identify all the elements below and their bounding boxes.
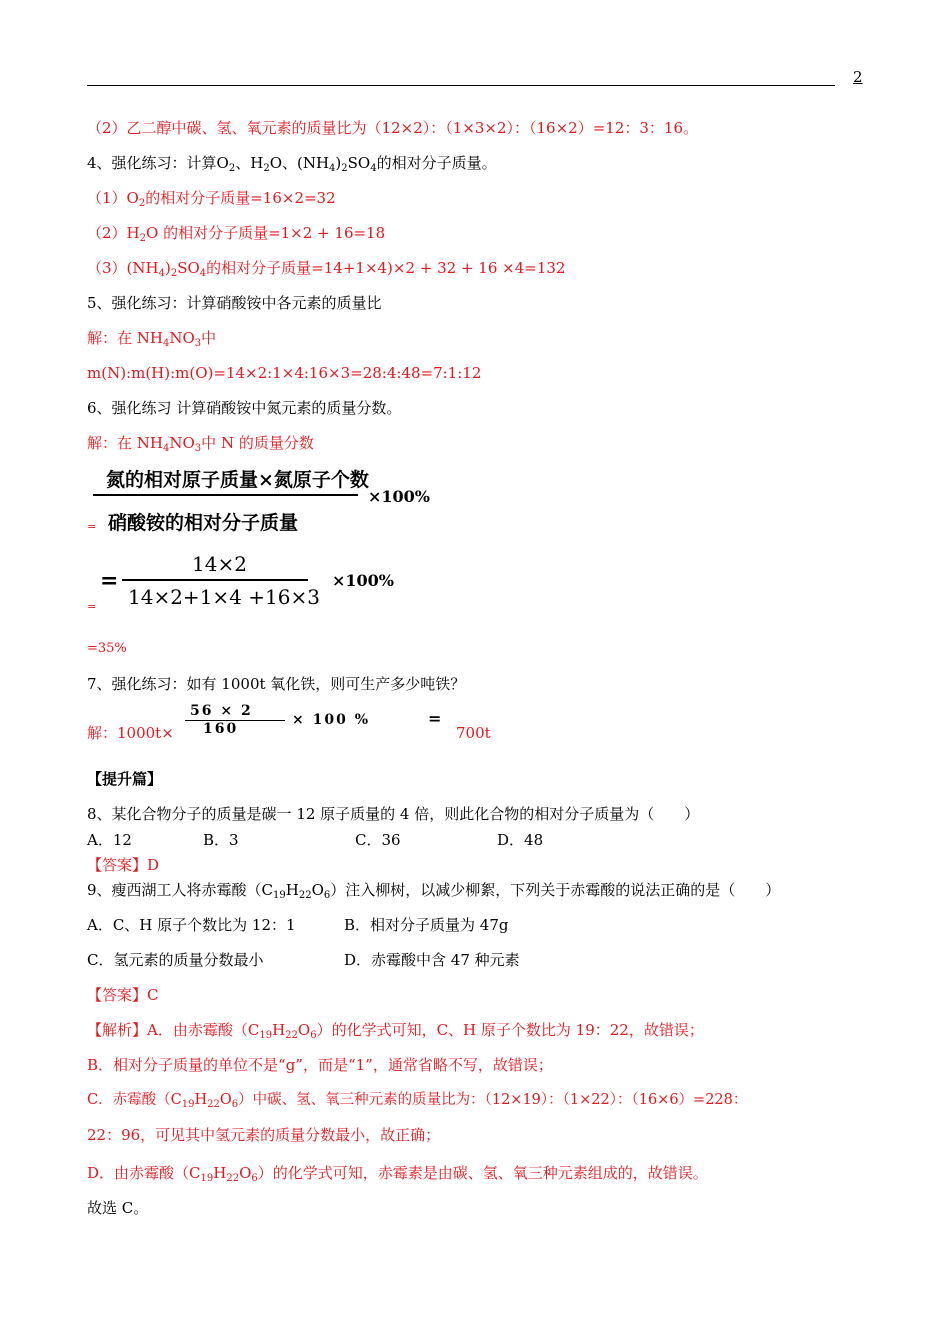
fraction3-numerator: 56 × 2 [190,703,253,719]
fraction3-multiplier: × 100 % [292,712,371,728]
answer-6-intro: 解：在 $NH_4NO_3$中 N 的质量分数 [87,434,314,454]
answer-7-prefix: 解：1000t× [87,724,174,742]
answer-5-intro: 解：在 $NH_4NO_3$中 [87,329,217,349]
explanation-c: C．赤霉酸$(C_{19}H_{22}O_6)$中碳、氢、氧三种元素的质量比为：（12×19）：（1×22）：（16×6）=228： [87,1092,748,1110]
explanation-c-continued: 22：96，可见其中氢元素的质量分数最小，故正确； [87,1126,441,1144]
answer-4-2: $(2)H_2O$ 的相对分子质量=1×2 + 16=18 [87,224,386,244]
explanation-b: B．相对分子质量的单位不是“g”，而是“1”，通常省略不写，故错误； [87,1056,553,1074]
question-9-option-b: B．相对分子质量为 47g [344,916,509,934]
fraction1-multiplier: ×100% [368,487,431,506]
fraction3-equals: = [428,709,442,728]
fraction1-numerator: 氮的相对原子质量×氮原子个数 [106,469,369,491]
fraction1-denominator: 硝酸铵的相对分子质量 [108,512,299,534]
fraction2-equals: = [100,568,119,594]
fraction1-bar [93,494,358,496]
equals-small-1: = [87,520,97,533]
answer-5-ratio: m(N):m(H):m(O)=14×2:1×4:16×3=28:4:48=7:1:12 [87,364,482,382]
answer-4-3: $(3)(NH_4)_2SO_4$的相对分子质量=14+1×4)×2 + 32 + 16 ×4=132 [87,259,566,279]
question-8-option-a: A．12 [87,831,132,849]
result-35: =35% [87,641,127,656]
question-8-answer: 【答案】D [87,856,160,874]
fraction2-multiplier: ×100% [332,571,395,590]
explanation-a: 【解析】A．由赤霉酸$(C_{19}H_{22}O_6)$的化学式可知，C、H 原子个数比为 19：22，故错误； [87,1021,704,1041]
answer-7-result: 700t [456,724,491,742]
answer-4-1: $(1)O_2$的相对分子质量=16×2=32 [87,189,336,209]
exercise-6: 6、强化练习 计算硝酸铵中氮元素的质量分数。 [87,399,402,417]
fraction2-denominator: 14×2+1×4 +16×3 [128,585,320,609]
page-number: 2 [853,68,863,86]
exercise-5: 5、强化练习：计算硝酸铵中各元素的质量比 [87,294,382,312]
final-choice: 故选 C。 [87,1199,149,1217]
header-rule [87,85,835,86]
fraction2-bar [122,579,308,581]
exercise-4: 4、强化练习：计算$O_2$、$H_2O$、$(NH_4)_2SO_4$的相对分子质量。 [87,154,497,174]
question-8-option-d: D．48 [497,831,544,849]
question-8-option-b: B．3 [203,831,239,849]
equals-small-2: = [87,600,97,613]
fraction2-numerator: 14×2 [192,552,247,576]
question-8: 8、某化合物分子的质量是碳一 12 原子质量的 4 倍，则此化合物的相对分子质量为（ ） [87,805,700,823]
section-advanced: 【提升篇】 [87,770,163,788]
question-9-option-d: D．赤霉酸中含 47 种元素 [344,951,520,969]
question-9-option-a: A．C、H 原子个数比为 12：1 [87,916,296,934]
question-9: 9、瘦西湖工人将赤霉酸$(C_{19}H_{22}O_6)$注入柳树，以减少柳絮，下列关于赤霉酸的说法正确的是（ ） [87,881,781,901]
line-ethylene-glycol-ratio: （2）乙二醇中碳、氢、氧元素的质量比为（12×2）：（1×3×2）：（16×2）=12：3：16。 [87,119,698,137]
question-9-answer: 【答案】C [87,986,159,1004]
explanation-d: D．由赤霉酸$(C_{19}H_{22}O_6)$的化学式可知，赤霉素是由碳、氢、氧三种元素组成的，故错误。 [87,1164,708,1184]
question-9-option-c: C．氢元素的质量分数最小 [87,951,264,969]
question-8-option-c: C．36 [355,831,401,849]
fraction3-denominator: 160 [203,721,239,737]
exercise-7: 7、强化练习：如有 1000t 氧化铁，则可生产多少吨铁？ [87,675,466,693]
